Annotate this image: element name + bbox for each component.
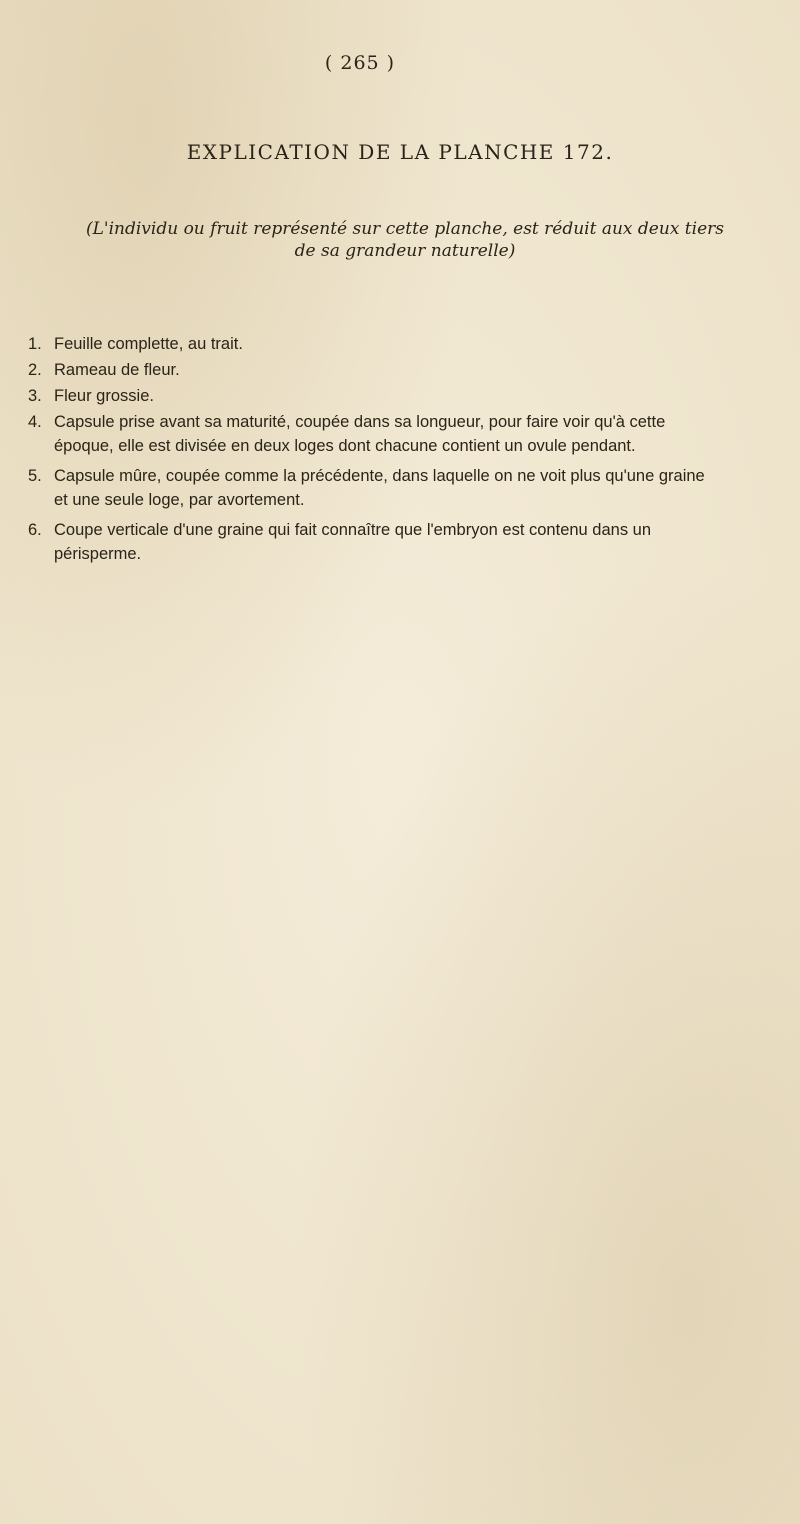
item-text: Rameau de fleur.: [54, 361, 180, 379]
list-item: [28, 358, 708, 382]
page-title: EXPLICATION DE LA PLANCHE 172.: [186, 140, 614, 164]
list-item: [28, 410, 708, 458]
item-text: Coupe verticale d'une graine qui fait connaître que l'embryon est contenu dans un périsperme.: [54, 521, 652, 563]
item-number: 6.: [28, 521, 42, 539]
item-text: Feuille complette, au trait.: [54, 335, 243, 353]
list-item: [28, 518, 708, 566]
item-text: Fleur grossie.: [54, 387, 154, 405]
list-item: [28, 464, 708, 512]
item-number: 5.: [28, 467, 42, 485]
page-number: ( 265 ): [324, 52, 396, 74]
figure-explanation-list: [28, 332, 708, 572]
item-number: 2.: [28, 361, 42, 379]
item-number: 3.: [28, 387, 42, 405]
item-text: Capsule mûre, coupée comme la précédente, dans laquelle on ne voit plus qu'une graine et une seule loge, par avortement.: [54, 467, 705, 509]
list-item: [28, 384, 708, 408]
item-text: Capsule prise avant sa maturité, coupée dans sa longueur, pour faire voir qu'à cette époque, elle est divisée en deux loges dont chacune contient un ovule pendant.: [54, 413, 666, 455]
list-item: [28, 332, 708, 356]
item-number: 4.: [28, 413, 42, 431]
item-number: 1.: [28, 335, 42, 353]
plate-scale-note: (L'individu ou fruit représenté sur cette planche, est réduit aux deux tiers de sa grandeur naturelle): [86, 219, 724, 261]
